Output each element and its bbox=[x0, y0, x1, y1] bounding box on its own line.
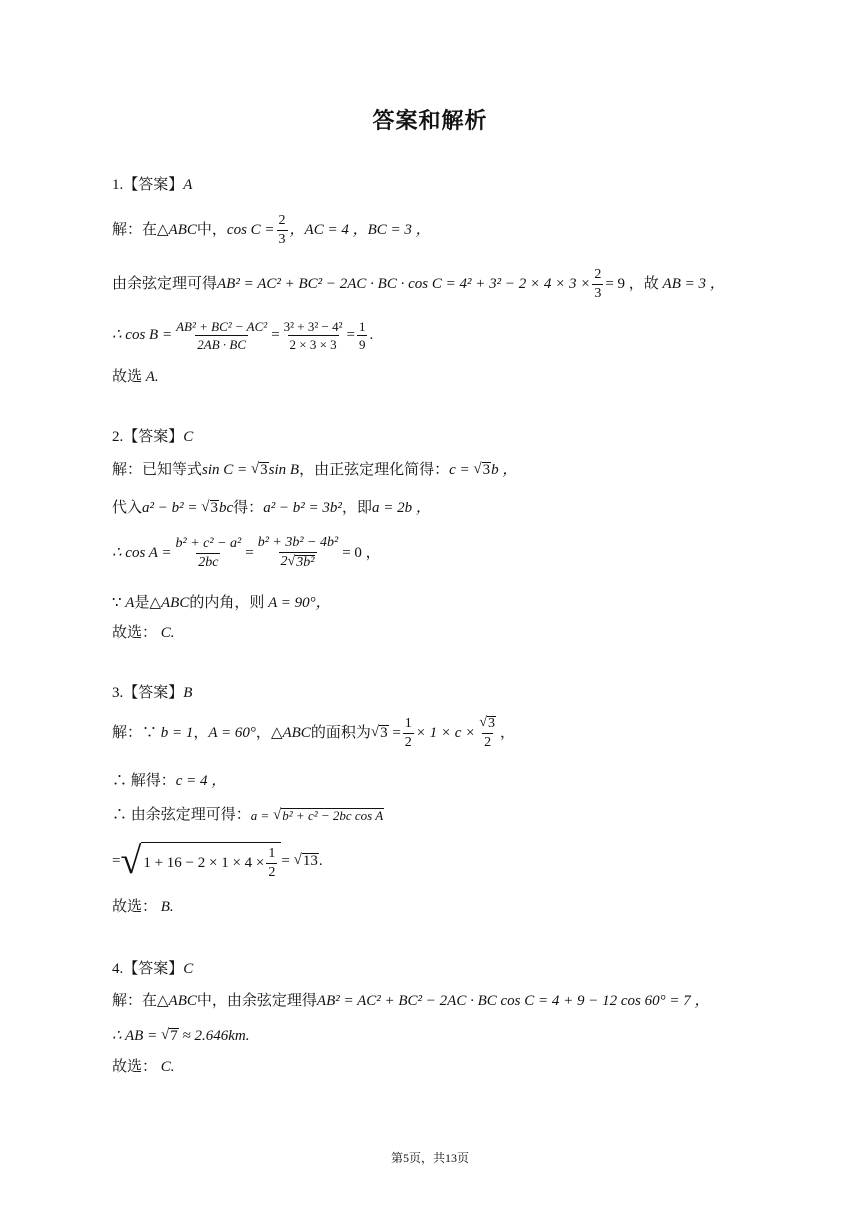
fraction: $\frac{\text{b² + c² − a²}}{2bc}$ bbox=[175, 535, 242, 570]
fraction: $\frac{1}{9}$ bbox=[358, 319, 366, 352]
q3-line-4: = √ 1 + 16 − 2 × 1 × 4 × $\frac{1}{2}$ = √ 13 . bbox=[112, 840, 323, 882]
fraction: √ 3 2 bbox=[479, 715, 495, 750]
sqrt: √ 3 bbox=[370, 724, 388, 741]
q2-header: 2.【答案】 C bbox=[112, 429, 194, 445]
q4-line-2: ∴ AB = √ 7 ≈ 2.646km. bbox=[112, 1027, 250, 1044]
q1-line-3: ∴ cos B = $\frac{\text{AB² + BC² − AC²}}{2AB \cdot BC}$ = $\frac{\text{3² + 3² − 4²}}{2 \times 3 \times 3}$ = $\frac{1}{9}$ . bbox=[112, 319, 374, 352]
q4-header: 4.【答案】 C bbox=[112, 961, 194, 977]
q2-line-1: 解：已知等式 sin C = √ 3 sin B ，由正弦定理化简得： c = √ 3 b ， bbox=[112, 461, 518, 478]
q4-line-1: 解：在 △ABC 中，由余弦定理得 AB² = AC² + BC² − 2AC · BC cos C = 4 + 9 − 12 cos 60° = 7 ， bbox=[112, 993, 710, 1009]
q3-line-3: ∴ 由余弦定理可得： a = √ b² + c² − 2bc cos A bbox=[112, 807, 384, 823]
q1-choice: 故选 A. bbox=[112, 369, 159, 385]
sqrt: √ 3 bbox=[250, 461, 268, 478]
q2-line-3: ∴ cos A = $\frac{\text{b² + c² − a²}}{2bc}$ = b² + 3b² − 4b² 2 √ 3b² = 0 ， bbox=[112, 535, 381, 570]
sqrt: √ 3 bbox=[201, 499, 218, 516]
fraction: $\frac{1}{2}$ bbox=[404, 715, 412, 750]
q3-line-2: ∴ 解得： c = 4 ， bbox=[112, 773, 227, 789]
q1-line-1: 解：在 △ABC 中， cos C = $\frac{2}{3}$ ，AC = 4 ，BC = 3 ， bbox=[112, 213, 431, 247]
sqrt: √ 1 + 16 − 2 × 1 × 4 × $\frac{1}{2}$ bbox=[120, 842, 281, 880]
q3-line-1: 解：∵ b = 1 ， A = 60° ， △ABC 的面积为 √ 3 = $\frac{1}{2}$ × 1 × c × √ 3 2 ， bbox=[112, 715, 516, 750]
fraction: $\frac{2}{3}$ bbox=[278, 213, 286, 247]
q1-line-2: 由余弦定理可得 AB² = AC² + BC² − 2AC · BC · cos C = 4² + 3² − 2 × 4 × 3 × $\frac{2}{3}$ = 9 ，故 AB = 3 ， bbox=[112, 267, 725, 301]
q2-line-2: 代入 a² − b² = √ 3 bc 得： a² − b² = 3b² ，即 a = 2b ， bbox=[112, 499, 431, 516]
q4-choice: 故选： C. bbox=[112, 1059, 175, 1075]
page-title: 答案和解析 bbox=[372, 109, 488, 134]
page-footer: 第5页，共13页 bbox=[390, 1151, 469, 1165]
q2-choice: 故选： C. bbox=[112, 625, 175, 641]
q2-line-4: ∵ A 是 △ABC 的内角，则 A = 90°， bbox=[112, 595, 331, 611]
fraction: $\frac{\text{3² + 3² − 4²}}{2 \times 3 \times 3}$ bbox=[283, 319, 343, 352]
fraction: $\frac{2}{3}$ bbox=[594, 267, 602, 301]
fraction: $\frac{\text{AB² + BC² − AC²}}{2AB \cdot BC}$ bbox=[176, 319, 268, 352]
q3-header: 3.【答案】 B bbox=[112, 685, 193, 701]
sqrt: √ 3 bbox=[473, 461, 491, 478]
sqrt: √ b² + c² − 2bc cos A bbox=[273, 807, 384, 823]
sqrt: √ 13 bbox=[293, 852, 318, 869]
sqrt: √ 7 bbox=[160, 1027, 178, 1044]
q3-choice: 故选： B. bbox=[112, 899, 174, 915]
q1-header: 1.【答案】 A bbox=[112, 177, 193, 193]
fraction: b² + 3b² − 4b² 2 √ 3b² bbox=[257, 535, 339, 570]
